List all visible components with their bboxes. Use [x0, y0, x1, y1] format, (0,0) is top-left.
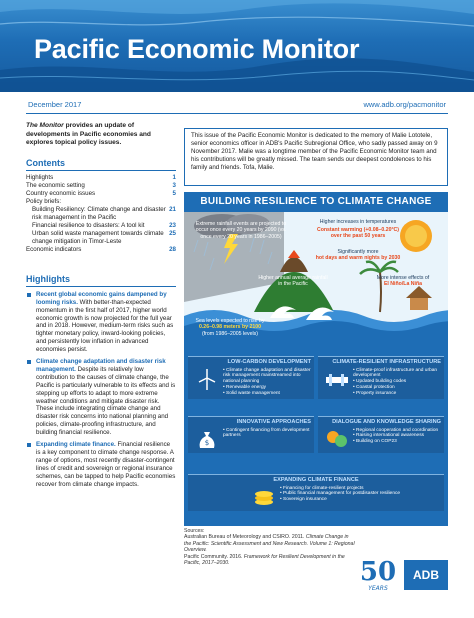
card-innovative-approaches: [188, 416, 314, 453]
contents-item[interactable]: [26, 198, 176, 206]
svg-text:50: 50: [359, 557, 397, 587]
contents-item-label: Urban solid waste management towards climate change mitigation in Timor-Leste: [32, 229, 164, 245]
coins-icon: [248, 486, 280, 508]
left-column: [26, 122, 176, 489]
infographic-title: BUILDING RESILIENCE TO CLIMATE CHANGE: [200, 196, 432, 207]
contents-item-label: Financial resilience to disasters: A tool kit: [32, 221, 145, 229]
memorial-text: This issue of the Pacific Economic Monitor is dedicated to the memory of Malie Lototele, senior economics officer in ADB's Pacific Subregional Office, who sadly passed away on 9 November 2017. Malie was a longtime member of the Pacific Economic Monitor team and his contributions will be greatly missed. The team sends our deepest condolences to his family and friends. Tofa, Malie.: [191, 132, 438, 171]
contents-item-label: Building Resiliency: Climate change and disaster risk management in the Pacific: [32, 205, 166, 221]
contents-item-page: 21: [169, 205, 176, 213]
card-climate-resilient-infrastructure: [318, 356, 444, 399]
contents-item[interactable]: [26, 230, 176, 246]
card-low-carbon: [188, 356, 314, 399]
money-bag-icon: [191, 428, 223, 450]
climate-infographic: [184, 192, 448, 526]
header-banner: [0, 0, 474, 92]
card-list: [223, 368, 311, 397]
source-1: Australian Bureau of Meteorology and CSIRO. 2011. Climate Change in the Pacific: Scientific Assessment and New Research. Volume 1: Regional Overview.: [184, 534, 355, 554]
intro-text: [26, 122, 176, 148]
contents-item[interactable]: [26, 182, 176, 190]
sources-heading: Sources:: [184, 528, 205, 534]
card-list-item: • Renewable energy: [223, 385, 311, 391]
rainfall-note: Higher annual average rainfall in the Pacific: [258, 275, 328, 288]
contents-item-page: 3: [172, 181, 176, 189]
issue-date: December 2017: [28, 100, 82, 109]
contents-item[interactable]: [26, 222, 176, 230]
card-title: INNOVATIVE APPROACHES: [236, 419, 311, 425]
card-list-item: • Financing for climate-resilient projects: [280, 486, 400, 492]
highlight-text: With better-than-expected momentum in the first half of 2017, higher world economic growth is now projected for the full year and in 2018. However, medium-term risks such as tighter monetary policy, inward-looking policies, and persistently low inflation in advanced economies persist.: [36, 298, 174, 354]
page-title: Pacific Economic Monitor: [34, 34, 360, 64]
highlight-text: Despite its relatively low contribution to the causes of climate change, the Pacific is particularly vulnerable to its effects and is stepping up efforts to adapt to more extreme weather conditions and mitigate disaster risk. These include integrating climate change and disaster risk concerns into national planning and policies, climate-proofing infrastructure, and building financial resilience.: [36, 365, 176, 437]
sources-block: [184, 528, 356, 566]
contents-item-label: The economic setting: [26, 181, 85, 189]
adb-logo: ADB: [404, 560, 448, 590]
handshake-icon: [321, 428, 353, 450]
contents-item-page: 28: [169, 245, 176, 253]
sun-icon: [400, 220, 432, 252]
contents-item-page: 25: [169, 229, 176, 237]
card-list: [223, 428, 311, 450]
card-list-item: • Property insurance: [353, 391, 441, 397]
card-title: EXPANDING CLIMATE FINANCE: [273, 477, 359, 483]
contents-item-label: Policy briefs:: [26, 197, 62, 205]
card-list-item: • Raising international awareness: [353, 433, 438, 439]
card-list: [280, 486, 400, 508]
rainfall-events-note: Extreme rainfall events are projected to occur once every 20 years by 2090 (vs. once every 20 years in 1986–2005): [195, 221, 287, 240]
card-title: LOW-CARBON DEVELOPMENT: [227, 359, 311, 365]
temperature-value: Constant warming (+0.08–0.20°C) over the past 50 years: [316, 227, 400, 240]
contents-list: [26, 174, 176, 254]
card-list: [353, 428, 438, 450]
card-list-item: • Coastal protection: [353, 385, 441, 391]
card-list-item: • Contingent financing from development partners: [223, 428, 311, 440]
contents-item-page: 1: [172, 173, 176, 181]
card-list-item: • Updated building codes: [353, 379, 441, 385]
contents-item-label: Economic indicators: [26, 245, 82, 253]
card-list-item: • Climate change adaptation and disaster risk management mainstreamed into national planning: [223, 368, 311, 385]
contents-item[interactable]: [26, 190, 176, 198]
card-list: [353, 368, 441, 397]
wind-turbine-icon: [191, 368, 223, 390]
contents-heading: Contents: [26, 158, 176, 171]
contents-item-label: Highlights: [26, 173, 54, 181]
source-2: Pacific Community. 2016. Framework for Resilient Development in the Pacific, 2017–2030.: [184, 553, 345, 567]
sea-level-note: Sea levels expected to rise by 0.26–0.98 meters by 2100 (from 1986–2005 levels): [195, 318, 265, 337]
memorial-box: [184, 128, 448, 186]
highlight-title: Expanding climate finance.: [36, 441, 116, 449]
highlight-title: Climate change adaptation and disaster risk management.: [36, 358, 166, 373]
pipeline-icon: [321, 368, 353, 390]
card-list-item: • Regional cooperation and coordination: [353, 428, 438, 434]
highlight-item: [26, 358, 176, 437]
date-line: [26, 100, 448, 114]
temperature-heading: Higher increases in temperatures: [319, 219, 397, 225]
website-link[interactable]: www.adb.org/pacmonitor: [363, 100, 446, 109]
highlight-text: Financial resilience is a key component to climate change response. A range of options, most recently disaster-contingent lines of credit and sovereign or regional insurance schemes, can be tapped to help Pacific economies recover from climate change impacts.: [36, 441, 176, 488]
contents-item[interactable]: [26, 206, 176, 222]
card-list-item: • Climate-proof infrastructure and urban development: [353, 368, 441, 380]
card-list-item: • Solid waste management: [223, 391, 311, 397]
card-dialogue-knowledge-sharing: [318, 416, 444, 453]
card-list-item: • Building on COP23: [353, 439, 438, 445]
contents-item-page: 23: [169, 221, 176, 229]
elnino-note: More intense effects of El Niño/La Niña: [376, 275, 430, 288]
contents-item-label: Country economic issues: [26, 189, 96, 197]
card-list-item: • Public financial management for postdisaster resilience: [280, 491, 400, 497]
svg-text:$: $: [204, 438, 210, 447]
card-title: DIALOGUE AND KNOWLEDGE SHARING: [332, 419, 441, 425]
highlight-title: Recent global economic gains dampened by looming risks.: [36, 290, 167, 306]
highlights-list: [26, 291, 176, 489]
card-expanding-climate-finance: [188, 474, 444, 511]
contents-item[interactable]: [26, 246, 176, 254]
highlight-item: [26, 291, 176, 354]
card-list-item: • Sovereign insurance: [280, 497, 400, 503]
intro-emphasis: The Monitor: [26, 122, 64, 129]
anniversary-logo: [356, 554, 400, 594]
hot-days-note: Significantly more hot days and warm nights by 2030: [315, 249, 401, 262]
contents-item-page: 5: [172, 189, 176, 197]
intro-body: provides an update of developments in Pacific economies and explores topical policy issues.: [26, 122, 151, 147]
card-title: CLIMATE-RESILIENT INFRASTRUCTURE: [332, 359, 441, 365]
svg-text:YEARS: YEARS: [368, 585, 388, 592]
highlights-heading: Highlights: [26, 274, 176, 287]
highlight-item: [26, 441, 176, 488]
contents-item[interactable]: [26, 174, 176, 182]
